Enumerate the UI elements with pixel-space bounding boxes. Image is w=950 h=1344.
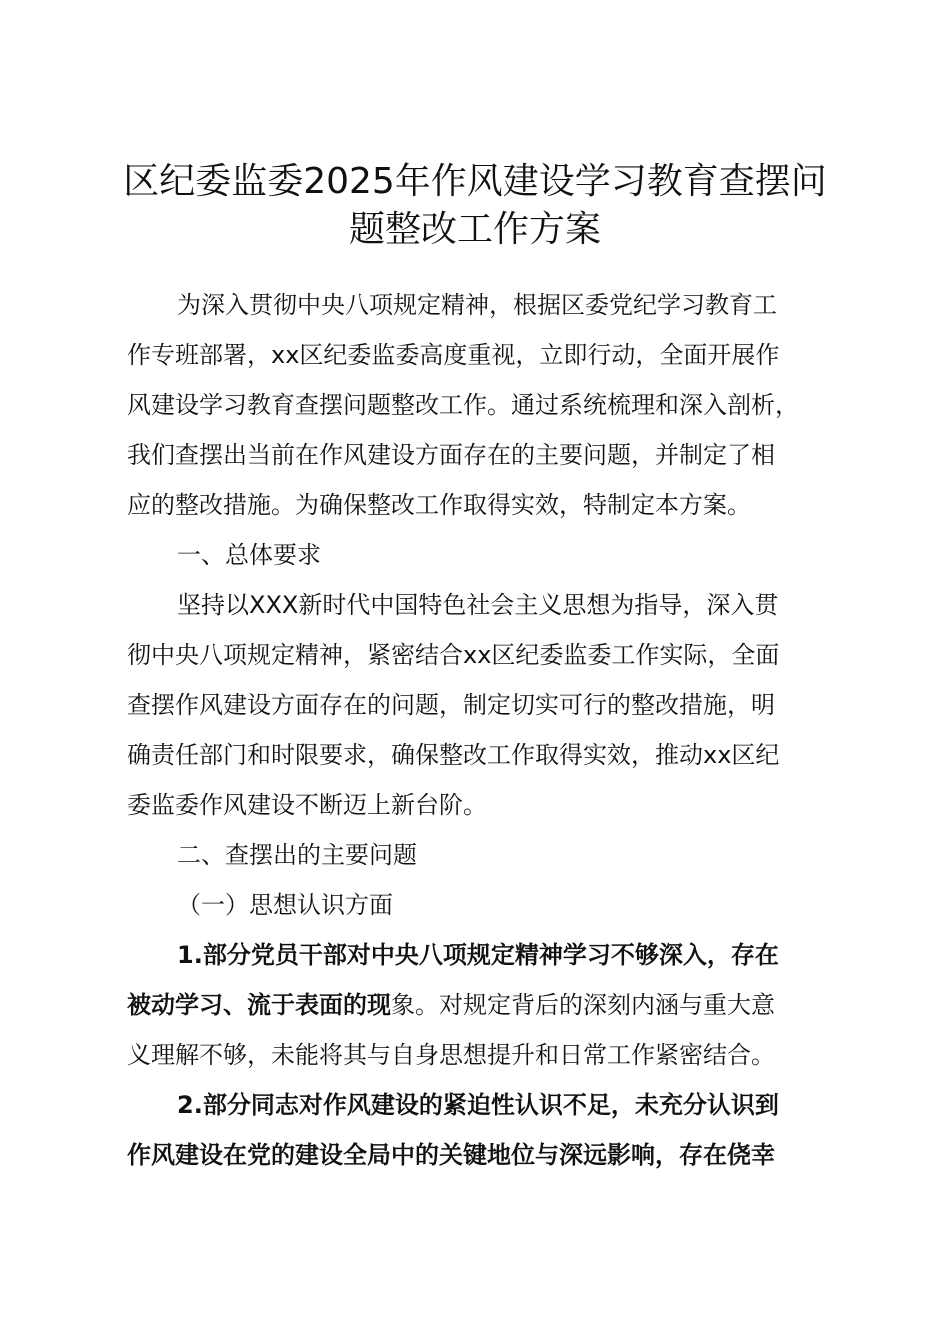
paragraph-line: 我们查摆出当前在作风建设方面存在的主要问题，并制定了相 [127,441,775,469]
section-heading-main-problems: 二、查摆出的主要问题 [177,841,417,869]
problem-item-2-lead: 2.部分同志对作风建设的紧迫性认识不足，未充分认识到 [177,1091,779,1119]
paragraph-line: 彻中央八项规定精神，紧密结合xx区纪委监委工作实际，全面 [127,641,780,669]
problem-item-1-bold-text: 被动学习、流于表面的现 [127,991,391,1019]
subsection-heading-ideological: （一）思想认识方面 [177,891,393,919]
paragraph-line: 坚持以XXX新时代中国特色社会主义思想为指导，深入贯 [177,591,779,619]
document-title [100,158,850,254]
problem-item-2 [127,1080,833,1180]
general-requirements-paragraph [127,580,833,830]
title-line-2: 题整改工作方案 [348,209,601,250]
paragraph-line: 风建设学习教育查摆问题整改工作。通过系统梳理和深入剖析， [127,391,799,419]
paragraph-line: 应的整改措施。为确保整改工作取得实效，特制定本方案。 [127,491,751,519]
section-heading-general-requirements: 一、总体要求 [177,541,321,569]
intro-paragraph [127,280,833,530]
problem-item-1-normal-text: 象。对规定背后的深刻内涵与重大意 [391,991,775,1019]
paragraph-line: 义理解不够，未能将其与自身思想提升和日常工作紧密结合。 [127,1041,775,1069]
paragraph-line: 为深入贯彻中央八项规定精神，根据区委党纪学习教育工 [177,291,777,319]
document-body [127,280,833,1180]
paragraph-line: 委监委作风建设不断迈上新台阶。 [127,791,487,819]
problem-item-1-lead: 1.部分党员干部对中央八项规定精神学习不够深入，存在 [177,941,779,969]
title-line-1: 区纪委监委2025年作风建设学习教育查摆问 [123,161,827,202]
problem-item-1-line-2 [127,980,833,1030]
problem-item-2-line-2: 作风建设在党的建设全局中的关键地位与深远影响，存在侥幸 [127,1141,775,1169]
paragraph-line: 确责任部门和时限要求，确保整改工作取得实效，推动xx区纪 [127,741,780,769]
problem-item-1 [127,930,833,1080]
paragraph-line: 查摆作风建设方面存在的问题，制定切实可行的整改措施，明 [127,691,775,719]
paragraph-line: 作专班部署，xx区纪委监委高度重视，立即行动，全面开展作 [127,341,780,369]
